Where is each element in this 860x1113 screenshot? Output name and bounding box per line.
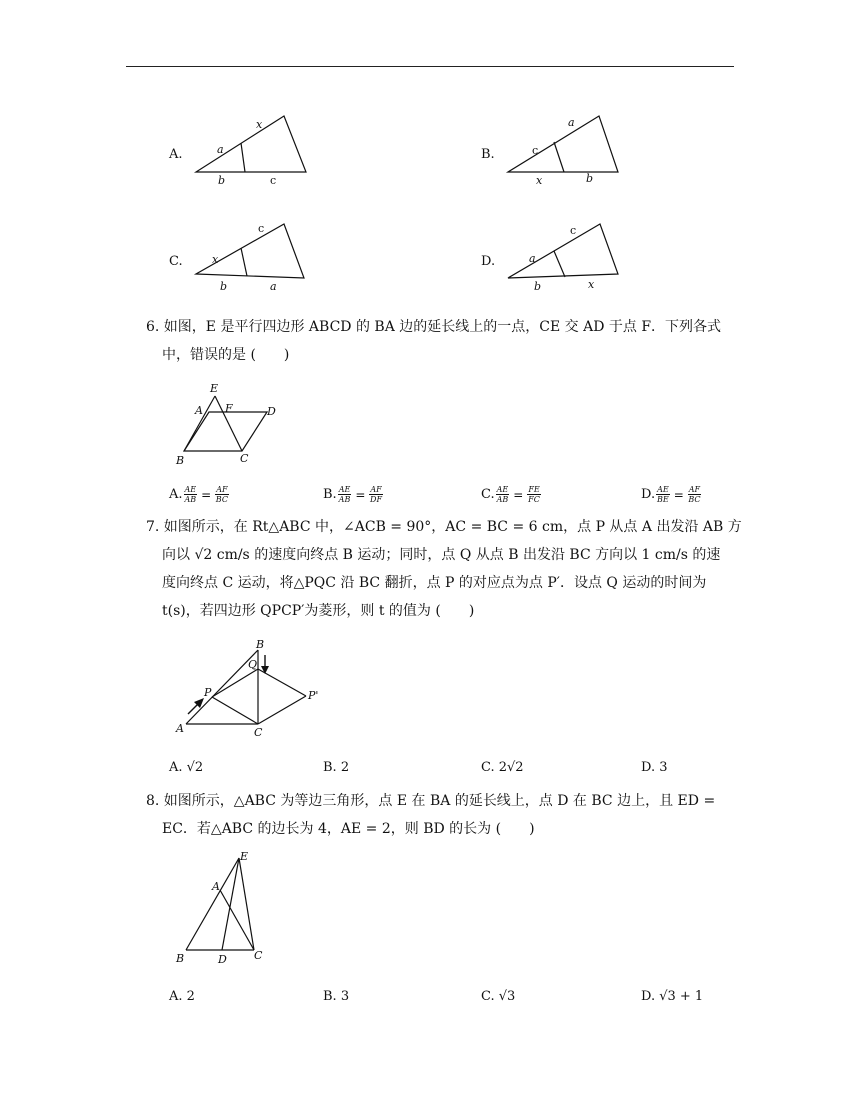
q5-option-c-figure	[190, 218, 320, 298]
q7-stem-line2: 向以 √2 cm/s 的速度向终点 B 运动；同时，点 Q 从点 B 出发沿 BC 方向以 1 cm/s 的速	[162, 547, 721, 563]
q5a-label-x: x	[256, 118, 263, 131]
q8-label-d: D	[218, 953, 227, 966]
q8-option-c[interactable]: C. √3	[481, 989, 516, 1004]
q5b-label-x: x	[536, 174, 543, 187]
q5c-label-x: x	[212, 253, 219, 266]
q8-figure	[170, 846, 270, 968]
q5-option-a-figure	[190, 110, 320, 190]
q5-option-a-letter[interactable]: A.	[169, 147, 183, 162]
q5d-label-a: a	[529, 252, 536, 265]
q6-option-a[interactable]: A. $\frac{AE}{AB}$ = $\frac{AF}{BC}$	[169, 485, 228, 504]
q7-label-c: C	[254, 726, 263, 739]
q7-label-p: P	[204, 686, 212, 699]
q7-label-b: B	[256, 638, 265, 651]
q7-option-a[interactable]: A. √2	[169, 760, 204, 775]
q5c-label-c: c	[258, 222, 265, 235]
q7-figure	[170, 636, 330, 740]
q8-label-c: C	[254, 949, 263, 962]
q8-label-e: E	[240, 850, 249, 863]
q5-option-d-letter[interactable]: D.	[481, 254, 496, 269]
q5-option-b-letter[interactable]: B.	[481, 147, 495, 162]
header-rule	[126, 66, 734, 67]
q6-option-c[interactable]: C. $\frac{AE}{AB}$ = $\frac{FE}{FC}$	[481, 485, 540, 504]
q8-stem-line2: EC．若△ABC 的边长为 4，AE = 2，则 BD 的长为 ( )	[162, 821, 535, 837]
q6-option-d[interactable]: D. $\frac{AE}{BE}$ = $\frac{AF}{BC}$	[641, 485, 701, 504]
q7-stem-line3: 度向终点 C 运动，将△PQC 沿 BC 翻折，点 P 的对应点为点 P′．设点 Q 运动的时间为	[162, 575, 707, 591]
q5c-label-a: a	[270, 280, 277, 293]
q7-option-c[interactable]: C. 2√2	[481, 760, 524, 775]
q5b-label-b: b	[586, 172, 594, 185]
q6-stem-line2: 中，错误的是 ( )	[162, 347, 290, 363]
q8-stem-line1: 8. 如图所示，△ABC 为等边三角形，点 E 在 BA 的延长线上，点 D 在 BC 边上，且 ED =	[146, 793, 716, 809]
q7-label-p-prime: P'	[308, 689, 319, 702]
q5a-label-a: a	[217, 143, 224, 156]
q6-option-b[interactable]: B. $\frac{AE}{AB}$ = $\frac{AF}{DF}$	[323, 485, 383, 504]
q5d-label-b: b	[534, 280, 542, 293]
q8-label-a: A	[212, 880, 220, 893]
q7-label-q: Q	[248, 658, 258, 671]
q5b-label-c: c	[532, 144, 539, 157]
q5-option-b-figure	[502, 110, 632, 190]
q6-label-b: B	[176, 454, 185, 467]
q5a-label-b: b	[218, 174, 226, 187]
q8-option-a[interactable]: A. 2	[169, 989, 195, 1004]
q7-option-d[interactable]: D. 3	[641, 760, 668, 775]
q7-stem-line1: 7. 如图所示，在 Rt△ABC 中，∠ACB = 90°，AC = BC = 6 cm，点 P 从点 A 出发沿 AB 方	[146, 519, 742, 535]
q7-stem-line4: t(s)，若四边形 QPCP′为菱形，则 t 的值为 ( )	[162, 603, 475, 619]
q8-option-b[interactable]: B. 3	[323, 989, 350, 1004]
q6-label-d: D	[267, 405, 276, 418]
q6-label-f: F	[225, 402, 233, 415]
q6-label-e: E	[210, 382, 219, 395]
q6-figure	[172, 378, 282, 470]
q6-stem-line1: 6. 如图，E 是平行四边形 ABCD 的 BA 边的延长线上的一点，CE 交 AD 于点 F．下列各式	[146, 319, 722, 335]
q8-label-b: B	[176, 952, 185, 965]
q5c-label-b: b	[220, 280, 228, 293]
q6-label-c: C	[240, 452, 249, 465]
q5d-label-x: x	[588, 278, 595, 291]
q5d-label-c: c	[570, 224, 577, 237]
q5-option-d-figure	[502, 218, 632, 298]
q5-option-c-letter[interactable]: C.	[169, 254, 183, 269]
q6-label-a: A	[195, 404, 203, 417]
q7-option-b[interactable]: B. 2	[323, 760, 350, 775]
q5a-label-c: c	[270, 174, 277, 187]
q8-option-d[interactable]: D. √3 + 1	[641, 989, 704, 1004]
q7-label-a: A	[176, 722, 184, 735]
q5b-label-a: a	[568, 116, 575, 129]
